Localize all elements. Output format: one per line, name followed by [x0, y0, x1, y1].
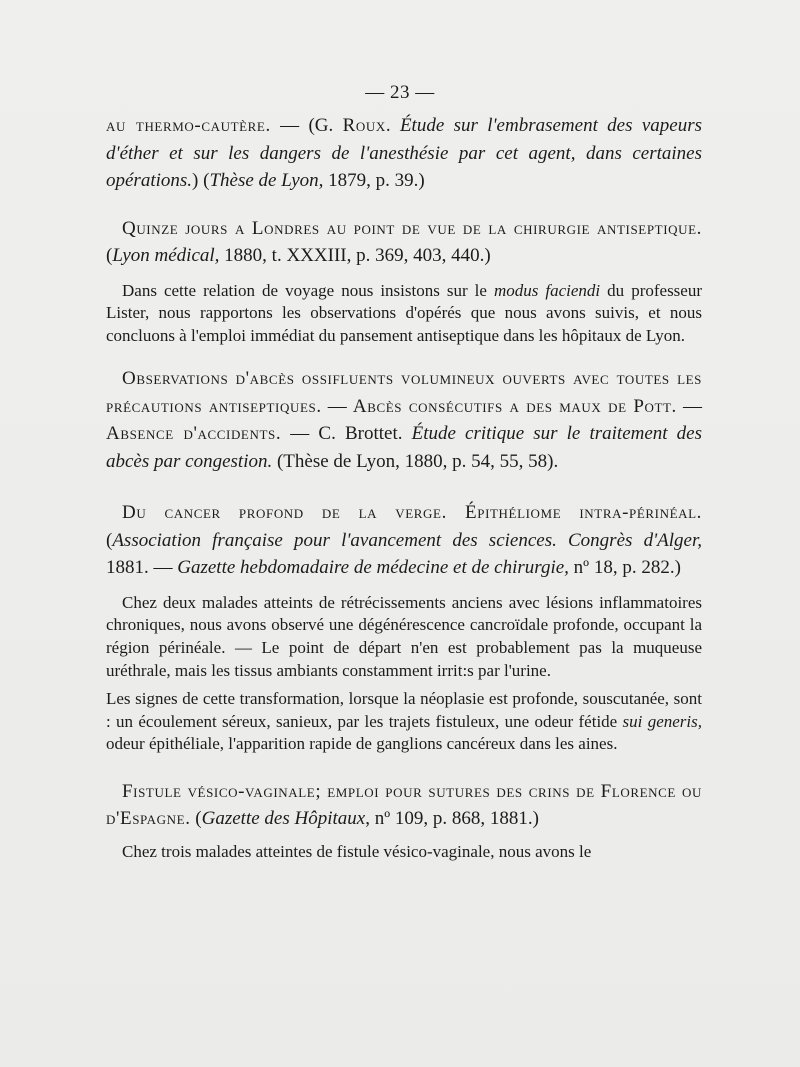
text-run: (Thèse de Lyon, 1880, p. 54, 55, 58).: [272, 450, 559, 472]
italic-text: modus faciendi: [493, 280, 601, 300]
italic-text: Gazette hebdomadaire de médecine et de chirurgie,: [177, 557, 569, 579]
italic-text: Gazette des Hôpitaux: [201, 808, 366, 830]
italic-text: Étude sur l'embrasement des vapeurs d'éther et sur les dangers de l'anesthésie par cet agent, dans certaines opérations.: [106, 115, 702, 191]
italic-text: Étude critique sur le traitement des abcès par congestion.: [106, 423, 702, 472]
italic-text: sui generis,: [622, 711, 702, 731]
text-run: Les signes de cette transformation, lorsque la néoplasie est profonde, souscutanée, sont : un écoulement séreux, sanieux, par les trajets fistuleux, une odeur fétide: [106, 689, 702, 731]
italic-text: Association française pour l'avancement des sciences. Congrès d'Alger,: [112, 529, 702, 551]
entry-abces-ossifluents: [106, 365, 702, 475]
italic-text: Thèse de Lyon,: [209, 170, 324, 191]
text-run: 1880, t. XXXIII, p. 369, 403, 440.): [219, 245, 491, 266]
entry-paragraph: [106, 688, 702, 756]
small-caps-text: au thermo-cautère.: [106, 115, 271, 136]
text-run: —: [676, 395, 703, 417]
text-run: Dans cette relation de voyage nous insistons sur le: [122, 280, 494, 300]
entry-title: [106, 215, 702, 270]
text-run: .: [385, 115, 400, 136]
text-run: ) (: [192, 170, 210, 191]
text-run: Chez deux malades atteints de rétrécissements anciens avec lésions inflammatoires chroniques, nous avons observé une dégénérescence cancroïdale profonde, occupant la région périnéale. — Le point de départ n'en est probablement pas la muqueuse uréthrale, mais les tissus ambiants constamment irrit:s par l'urine.: [106, 592, 702, 680]
text-run: (: [190, 808, 202, 830]
entry-title: [106, 112, 702, 195]
entry-title: [106, 365, 702, 475]
text-run: — (G.: [270, 115, 343, 136]
entry-title: [106, 499, 702, 582]
text-run: (: [106, 529, 113, 551]
entry-fistule-vesico-vaginale: [106, 778, 702, 864]
entry-quinze-jours-londres: [106, 215, 702, 348]
text-run: , nº 109, p. 868, 1881.): [365, 808, 539, 830]
text-run: nº 18, p. 282.): [568, 557, 681, 579]
text-run: 1879, p. 39.): [323, 170, 425, 191]
entry-cancer-verge: [106, 499, 702, 756]
small-caps-text: Absence d'accidents.: [106, 423, 282, 445]
text-run: 1881. —: [106, 557, 178, 579]
italic-text: Lyon médical,: [112, 245, 220, 266]
text-run: — C. Brottet.: [281, 423, 412, 445]
small-caps-text: Du cancer profond de la verge. Épithéliome intra-périnéal.: [122, 502, 702, 524]
text-run: du professeur Lister, nous rapportons les observations d'opérés que nous avons suivis, et nous concluons à l'emploi immédiat du pansement antiseptique dans les hôpitaux de Lyon.: [106, 280, 703, 345]
text-run: —: [321, 395, 353, 417]
bibliography-list: [106, 112, 702, 864]
small-caps-text: Quinze jours a Londres au point de vue de la chirurgie antiseptique.: [122, 217, 702, 239]
small-caps-text: Roux: [342, 115, 386, 136]
small-caps-text: Fistule vésico-vaginale; emploi pour sutures des crins de Florence ou d'Espagne.: [106, 780, 702, 830]
text-run: odeur épithéliale, l'apparition rapide de ganglions cancéreux dans les aines.: [106, 734, 618, 754]
entry-paragraph: [106, 841, 702, 864]
text-run: (: [106, 245, 113, 266]
small-caps-text: Observations d'abcès ossifluents volumineux ouverts avec toutes les précautions antiseptiques.: [106, 368, 702, 417]
entry-title: [106, 778, 702, 833]
page-number: — 23 —: [365, 82, 435, 103]
entry-paragraph: [106, 592, 702, 682]
entry-thermo-cautere: [106, 112, 702, 195]
small-caps-text: Abcès consécutifs a des maux de Pott.: [352, 395, 677, 417]
entry-paragraph: [106, 280, 702, 348]
text-run: Chez trois malades atteintes de fistule vésico-vaginale, nous avons le: [122, 841, 592, 861]
